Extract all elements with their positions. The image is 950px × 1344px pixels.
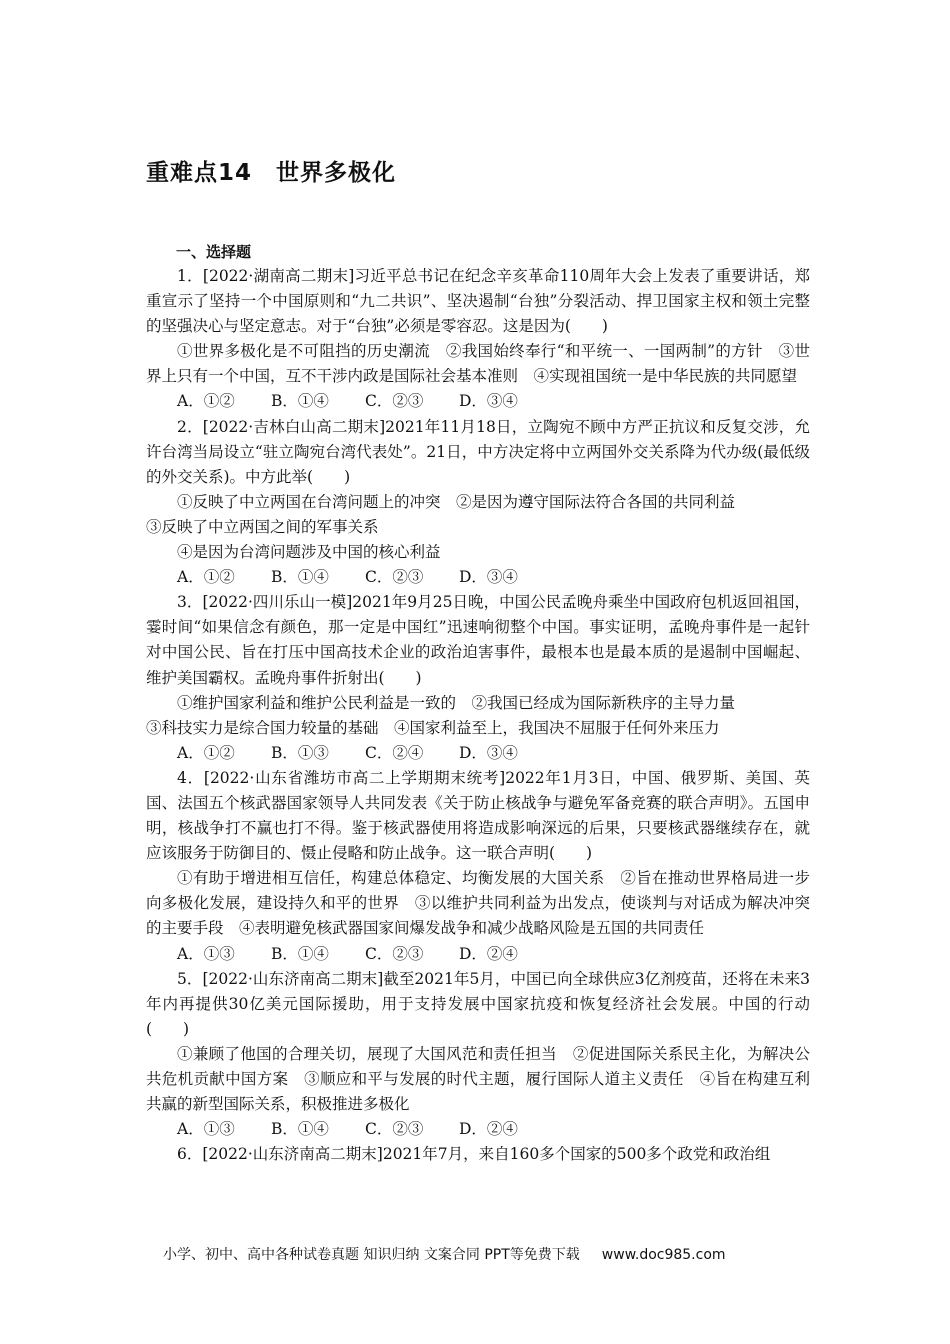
option-d: D．③④: [459, 743, 518, 762]
option-d: D．②④: [459, 1120, 518, 1139]
option-c: C．②③: [365, 1120, 424, 1139]
question-2: [146, 415, 810, 591]
option-d: D．③④: [459, 392, 518, 411]
option-b: B．①④: [271, 568, 329, 587]
footer-link[interactable]: www.doc985.com: [601, 1247, 726, 1263]
answer-options: [146, 942, 810, 967]
question-stem: 6．[2022·山东济南高二期末]2021年7月，来自160多个国家的500多个政党和政治组: [177, 1145, 771, 1164]
option-a: A．①③: [177, 944, 235, 963]
option-a: A．①②: [177, 743, 235, 762]
section-heading: 一、选择题: [176, 243, 252, 261]
question-stem: 3．[2022·四川乐山一模]2021年9月25日晚，中国公民孟晚舟乘坐中国政府包机返回祖国，霎时间“如果信念有颜色，那一定是中国红”迅速响彻整个中国。事实证明，孟晚舟事件是一起针对中国公民、旨在打压中国高技术企业的政治迫害事件，最根本也是最本质的是遏制中国崛起、维护美国霸权。孟晚舟事件折射出( ): [146, 593, 810, 687]
option-a: A．①②: [177, 568, 235, 587]
question-3: [146, 590, 810, 766]
answer-options: [146, 741, 810, 766]
option-a: A．①②: [177, 392, 235, 411]
answer-options: [146, 389, 810, 414]
option-c: C．②③: [365, 568, 424, 587]
question-6: [146, 1142, 810, 1167]
question-stem: 4．[2022·山东省潍坊市高二上学期期末统考]2022年1月3日，中国、俄罗斯、美国、英国、法国五个核武器国家领导人共同发表《关于防止核战争与避免军备竞赛的联合声明》。五国申明，核战争打不赢也打不得。鉴于核武器使用将造成影响深远的后果，只要核武器继续存在，就应该服务于防御目的、慑止侵略和防止战争。这一联合声明( ): [146, 768, 810, 863]
answer-options: [146, 565, 810, 590]
question-statements: ③科技实力是综合国力较量的基础 ④国家利益至上，我国决不屈服于任何外来压力: [146, 718, 720, 737]
answer-options: [146, 1117, 810, 1142]
option-a: A．①③: [177, 1120, 235, 1139]
question-4: [146, 766, 810, 967]
question-statements: ①反映了中立两国在台湾问题上的冲突 ②是因为遵守国际法符合各国的共同利益: [177, 492, 736, 511]
option-b: B．①④: [271, 944, 329, 963]
option-b: B．①④: [271, 392, 329, 411]
option-c: C．②③: [365, 392, 424, 411]
question-statements: ①世界多极化是不可阻挡的历史潮流 ②我国始终奉行“和平统一、一国两制”的方针 ③世界上只有一个中国，互不干涉内政是国际社会基本准则 ④实现祖国统一是中华民族的共同愿望: [146, 342, 810, 386]
question-statements: ①维护国家利益和维护公民利益是一致的 ②我国已经成为国际新秩序的主导力量: [177, 693, 736, 712]
question-statements: ①兼顾了他国的合理关切，展现了大国风范和责任担当 ②促进国际关系民主化，为解决公共危机贡献中国方案 ③顺应和平与发展的时代主题，履行国际人道主义责任 ④旨在构建互利共赢的新型国际关系，积极推进多极化: [146, 1044, 810, 1114]
page-footer: [163, 1244, 726, 1264]
question-stem: 5．[2022·山东济南高二期末]截至2021年5月，中国已向全球供应3亿剂疫苗，还将在未来3年内再提供30亿美元国际援助，用于支持发展中国家抗疫和恢复经济社会发展。中国的行动( ): [146, 969, 810, 1038]
question-stem: 2．[2022·吉林白山高二期末]2021年11月18日，立陶宛不顾中方严正抗议和反复交涉，允许台湾当局设立“驻立陶宛台湾代表处”。21日，中方决定将中立两国外交关系降为代办级(最低级的外交关系)。中方此举( ): [146, 417, 810, 486]
option-c: C．②③: [365, 944, 424, 963]
footer-text: 小学、初中、高中各种试卷真题 知识归纳 文案合同 PPT等免费下载: [163, 1247, 580, 1263]
question-5: [146, 967, 810, 1143]
option-c: C．②④: [365, 743, 424, 762]
question-statements: ③反映了中立两国之间的军事关系: [146, 517, 379, 536]
page-title: 重难点14 世界多极化: [146, 160, 397, 186]
option-b: B．①③: [271, 743, 329, 762]
option-b: B．①④: [271, 1120, 329, 1139]
option-d: D．③④: [459, 568, 518, 587]
question-stem: 1．[2022·湖南高二期末]习近平总书记在纪念辛亥革命110周年大会上发表了重要讲话，郑重宣示了坚持一个中国原则和“九二共识”、坚决遏制“台独”分裂活动、捍卫国家主权和领土完整的坚强决心与坚定意志。对于“台独”必须是零容忍。这是因为( ): [146, 267, 810, 336]
question-statements: ①有助于增进相互信任，构建总体稳定、均衡发展的大国关系 ②旨在推动世界格局进一步向多极化发展，建设持久和平的世界 ③以维护共同利益为出发点，使谈判与对话成为解决冲突的主要手段 ④表明避免核武器国家间爆发战争和减少战略风险是五国的共同责任: [146, 869, 810, 938]
question-1: [146, 264, 810, 415]
question-list: [146, 264, 810, 1167]
question-statements: ④是因为台湾问题涉及中国的核心利益: [177, 543, 441, 562]
option-d: D．②④: [459, 944, 518, 963]
